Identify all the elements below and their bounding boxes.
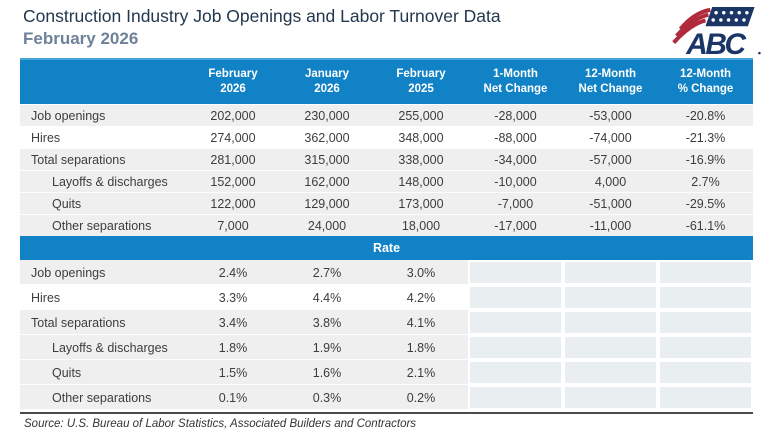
cell-empty <box>563 285 658 310</box>
cell-12-month-net-change: -11,000 <box>589 218 632 233</box>
column-header-line2: Net Change <box>483 83 548 95</box>
cell-empty <box>658 285 753 310</box>
cell-empty <box>468 385 563 410</box>
cell-empty <box>658 310 753 335</box>
cell-jan-2026: 230,000 <box>304 108 350 123</box>
table-row <box>20 214 753 236</box>
cell-feb-2025: 1.8% <box>374 335 468 360</box>
cell-empty <box>658 260 753 285</box>
table-row <box>20 360 753 385</box>
table-row <box>20 104 753 126</box>
cell-jan-2026: 129,000 <box>304 196 350 211</box>
row-label: Hires <box>31 130 61 145</box>
cell-12-month-net-change: 4,000 <box>594 174 627 189</box>
footer-divider <box>20 412 753 414</box>
rate-section-band <box>20 236 753 260</box>
cell-empty <box>658 335 753 360</box>
row-label: Job openings <box>31 108 106 123</box>
cell-feb-2026: 122,000 <box>210 196 256 211</box>
table-row <box>20 192 753 214</box>
table-row <box>20 260 753 285</box>
cell-empty <box>658 385 753 410</box>
source-note: Source: U.S. Bureau of Labor Statistics, Associated Builders and Contractors <box>24 418 417 430</box>
cell-feb-2025: 173,000 <box>398 196 444 211</box>
row-label: Total separations <box>20 310 186 335</box>
cell-feb-2026: 281,000 <box>210 152 256 167</box>
row-label: Layoffs & discharges <box>52 174 168 189</box>
cell-12-month-pct-change: -16.9% <box>685 152 726 167</box>
cell-feb-2025: 18,000 <box>401 218 441 233</box>
cell-feb-2025: 338,000 <box>398 152 444 167</box>
cell-empty <box>468 260 563 285</box>
cell-jan-2026: 362,000 <box>304 130 350 145</box>
cell-feb-2025: 255,000 <box>398 108 444 123</box>
table-row <box>20 310 753 335</box>
cell-jan-2026: 24,000 <box>307 218 347 233</box>
cell-feb-2025: 4.2% <box>374 285 468 310</box>
rate-section <box>20 260 753 410</box>
cell-12-month-net-change: -51,000 <box>589 196 632 211</box>
cell-12-month-net-change: -57,000 <box>589 152 632 167</box>
column-header <box>468 67 563 97</box>
cell-feb-2026: 152,000 <box>210 174 256 189</box>
cell-feb-2026: 1.8% <box>186 335 280 360</box>
column-header-line2: 2026 <box>220 83 246 95</box>
title-block <box>23 5 501 49</box>
cell-1-month-net-change: -10,000 <box>494 174 537 189</box>
row-label: Job openings <box>20 260 186 285</box>
column-header-line1: February <box>396 68 446 81</box>
column-header <box>280 67 374 97</box>
column-header-line1: 1-Month <box>493 68 538 81</box>
column-header-line2: % Change <box>677 83 734 95</box>
column-header <box>563 67 658 97</box>
page-title: Construction Industry Job Openings and Labor Turnover Data <box>23 6 501 26</box>
row-label: Other separations <box>20 385 186 410</box>
row-label: Hires <box>20 285 186 310</box>
table-row <box>20 148 753 170</box>
cell-empty <box>468 285 563 310</box>
page-subtitle: February 2026 <box>23 28 139 48</box>
cell-1-month-net-change: -28,000 <box>494 108 537 123</box>
cell-empty <box>563 360 658 385</box>
table-row <box>20 285 753 310</box>
cell-feb-2025: 348,000 <box>398 130 444 145</box>
cell-1-month-net-change: -7,000 <box>497 196 534 211</box>
cell-jan-2026: 1.6% <box>280 360 374 385</box>
cell-empty <box>563 335 658 360</box>
row-label: Layoffs & discharges <box>20 335 186 360</box>
cell-empty <box>468 310 563 335</box>
cell-1-month-net-change: -88,000 <box>494 130 537 145</box>
cell-12-month-pct-change: -21.3% <box>685 130 726 145</box>
row-label: Other separations <box>52 218 152 233</box>
cell-12-month-pct-change: -61.1% <box>685 218 726 233</box>
logo-trademark-dot <box>758 52 761 55</box>
cell-feb-2025: 4.1% <box>374 310 468 335</box>
column-header-line2: 2025 <box>408 83 434 95</box>
cell-empty <box>468 360 563 385</box>
flag-canton-icon <box>705 7 754 26</box>
column-header-line1: February <box>208 68 258 81</box>
cell-empty <box>468 335 563 360</box>
column-header-line1: January <box>304 68 350 81</box>
cell-feb-2025: 0.2% <box>374 385 468 410</box>
abc-logo <box>672 6 764 63</box>
rate-band-label: Rate <box>372 241 401 255</box>
table-header-row <box>20 58 753 104</box>
cell-12-month-pct-change: -20.8% <box>685 108 726 123</box>
cell-empty <box>563 260 658 285</box>
cell-jan-2026: 315,000 <box>304 152 350 167</box>
table-row <box>20 126 753 148</box>
cell-jan-2026: 4.4% <box>280 285 374 310</box>
column-header <box>658 67 753 97</box>
cell-1-month-net-change: -17,000 <box>494 218 537 233</box>
row-label: Quits <box>52 196 82 211</box>
cell-feb-2025: 148,000 <box>398 174 444 189</box>
column-header-line1: 12-Month <box>584 68 637 81</box>
cell-feb-2026: 3.3% <box>186 285 280 310</box>
cell-feb-2026: 1.5% <box>186 360 280 385</box>
jolts-table <box>20 58 753 410</box>
table-row <box>20 335 753 360</box>
cell-12-month-net-change: -74,000 <box>589 130 632 145</box>
cell-feb-2026: 2.4% <box>186 260 280 285</box>
column-header-line1: 12-Month <box>679 68 732 81</box>
column-header <box>374 67 468 97</box>
levels-section <box>20 104 753 236</box>
table-row <box>20 385 753 410</box>
cell-12-month-pct-change: 2.7% <box>691 174 720 189</box>
cell-jan-2026: 0.3% <box>280 385 374 410</box>
cell-feb-2026: 7,000 <box>217 218 249 233</box>
row-label: Total separations <box>31 152 126 167</box>
abc-logo-text: ABC <box>686 28 744 58</box>
cell-feb-2026: 202,000 <box>210 108 256 123</box>
cell-jan-2026: 3.8% <box>280 310 374 335</box>
cell-feb-2026: 274,000 <box>210 130 256 145</box>
column-header <box>186 67 280 97</box>
cell-empty <box>563 310 658 335</box>
masthead <box>0 0 780 58</box>
abc-logo-graphic <box>672 6 764 58</box>
cell-empty <box>563 385 658 410</box>
column-header-line2: 2026 <box>314 83 340 95</box>
column-header-line2: Net Change <box>578 83 643 95</box>
cell-jan-2026: 2.7% <box>280 260 374 285</box>
cell-empty <box>658 360 753 385</box>
cell-feb-2025: 3.0% <box>374 260 468 285</box>
cell-feb-2026: 3.4% <box>186 310 280 335</box>
cell-jan-2026: 1.9% <box>280 335 374 360</box>
cell-feb-2025: 2.1% <box>374 360 468 385</box>
cell-jan-2026: 162,000 <box>304 174 350 189</box>
cell-feb-2026: 0.1% <box>186 385 280 410</box>
table-row <box>20 170 753 192</box>
row-label: Quits <box>20 360 186 385</box>
cell-12-month-net-change: -53,000 <box>589 108 632 123</box>
cell-1-month-net-change: -34,000 <box>494 152 537 167</box>
cell-12-month-pct-change: -29.5% <box>685 196 726 211</box>
